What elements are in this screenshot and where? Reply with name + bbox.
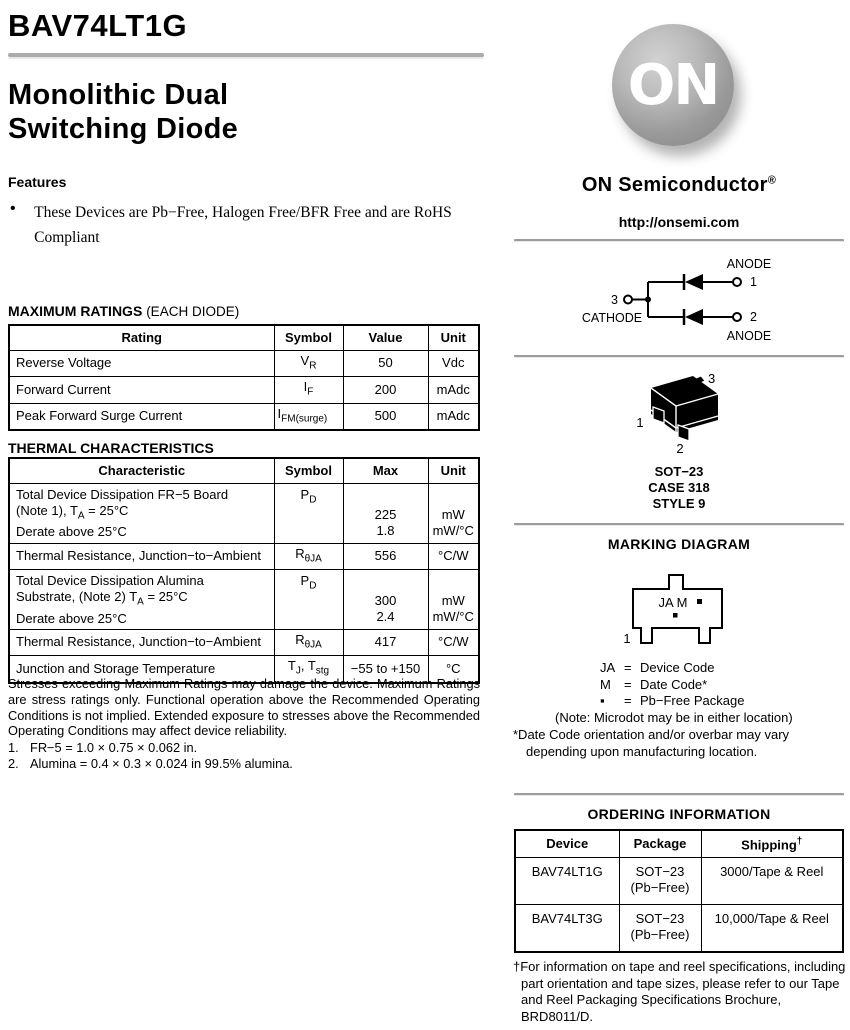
section-divider [514, 793, 844, 796]
table-row [9, 403, 479, 430]
package-name: SOT−23 [654, 464, 704, 479]
note-item-1: 1. FR−5 = 1.0 × 0.75 × 0.062 in. [8, 740, 198, 756]
pbfree-dot [697, 599, 702, 604]
cell-value: 50 [343, 350, 428, 377]
marking-tab-bottom-right [699, 628, 710, 643]
page-title [8, 78, 238, 146]
cell-unit: mW mW/°C [428, 570, 479, 630]
table-row [515, 904, 843, 952]
col-header-package: Package [619, 830, 701, 857]
package-style: STYLE 9 [652, 496, 706, 511]
marking-tab-top [669, 575, 683, 589]
marking-legend [513, 660, 845, 760]
feature-text: These Devices are Pb−Free, Halogen Free/BFR Free and are RoHS Compliant [34, 204, 452, 246]
max-ratings-heading-suffix: (EACH DIODE) [146, 304, 240, 319]
marking-tab-bottom-left [641, 628, 652, 643]
cell-max: 417 [343, 629, 428, 656]
col-header-unit: Unit [428, 458, 479, 483]
col-header-value: Value [343, 325, 428, 350]
table-row [9, 629, 479, 656]
cell-rating: Forward Current [9, 377, 274, 404]
section-divider [514, 239, 844, 242]
col-header-symbol: Symbol [274, 325, 343, 350]
col-header-rating: Rating [9, 325, 274, 350]
cell-unit: mW mW/°C [428, 483, 479, 543]
features-heading: Features [8, 174, 67, 190]
diode-symbol-bottom [684, 309, 703, 325]
dual-diode-schematic [513, 252, 845, 352]
table-header-row [9, 458, 479, 483]
thermal-heading: THERMAL CHARACTERISTICS [8, 440, 214, 456]
date-code-note: *Date Code orientation and/or overbar may vary depending upon manufacturing location. [513, 727, 790, 759]
cell-max: 556 [343, 543, 428, 570]
table-row [9, 570, 479, 630]
cell-device: BAV74LT3G [515, 904, 619, 952]
package-caption [513, 464, 845, 512]
feature-item [10, 200, 486, 250]
anode1-terminal [733, 278, 741, 286]
cell-symbol: $I_{FM(surge)}$ [274, 403, 343, 430]
anode-top-label: ANODE [726, 257, 772, 271]
cell-rating: Reverse Voltage [9, 350, 274, 377]
cell-max: −55 to +150 [343, 656, 428, 683]
cell-symbol: $R_{\theta JA}$ [274, 543, 343, 570]
cell-symbol: $R_{\theta JA}$ [274, 629, 343, 656]
cell-rating: Peak Forward Surge Current [9, 403, 274, 430]
cell-shipping: 3000/Tape & Reel [701, 857, 843, 904]
cell-symbol: $P_D$ [274, 483, 343, 543]
cell-package: SOT−23 (Pb−Free) [619, 857, 701, 904]
table-row [9, 483, 479, 543]
section-divider [514, 523, 844, 526]
page-title-line1: Monolithic Dual [8, 79, 229, 111]
cell-unit: mAdc [428, 377, 479, 404]
cell-symbol: $V_R$ [274, 350, 343, 377]
registered-mark: ® [767, 174, 777, 187]
marking-diagram-heading: MARKING DIAGRAM [607, 536, 751, 552]
max-ratings-table [8, 324, 480, 431]
cell-characteristic: Thermal Resistance, Junction−to−Ambient [9, 543, 274, 570]
cell-symbol: $I_F$ [274, 377, 343, 404]
table-row [515, 857, 843, 904]
cell-unit: mAdc [428, 403, 479, 430]
bullet-icon: • [10, 200, 16, 217]
cell-value: 200 [343, 377, 428, 404]
sot23-package-drawing [590, 367, 760, 467]
cell-characteristic: Junction and Storage Temperature [9, 656, 274, 683]
cell-symbol: $P_D$ [274, 570, 343, 630]
cell-device: BAV74LT1G [515, 857, 619, 904]
pin3-label: 3 [708, 371, 716, 386]
table-header-row [9, 325, 479, 350]
col-header-shipping: Shipping† [701, 830, 843, 857]
cell-characteristic: Total Device Dissipation Alumina Substrate, (Note 2) $T_A = 25^\circ C$ Derate above 25°C [9, 570, 274, 630]
cathode-label: CATHODE [581, 311, 643, 325]
table-row [9, 543, 479, 570]
title-divider [8, 53, 484, 57]
cell-symbol: $T_J$, $T_{stg}$ [274, 656, 343, 683]
pin1-label: 1 [636, 415, 644, 430]
stress-note-paragraph: Stresses exceeding Maximum Ratings may damage the device. Maximum Ratings are stress ratings only. Functional operation above the Recommended Operating Conditions is not implied. Extended exposure to stresses above the Recommended Operating Conditions may affect device reliability. [8, 676, 480, 739]
cell-max: 225 1.8 [343, 483, 428, 543]
pin2-label: 2 [676, 441, 684, 456]
pin3-label: 3 [611, 293, 618, 307]
logo-on-text: ON [627, 52, 719, 118]
stress-notes [8, 676, 480, 772]
cell-shipping: 10,000/Tape & Reel [701, 904, 843, 952]
microdot-note: (Note: Microdot may be in either location) [555, 709, 793, 725]
note-item-2: 2. Alumina = 0.4 × 0.3 × 0.024 in 99.5% alumina. [8, 755, 293, 771]
anode-bottom-label: ANODE [726, 329, 772, 343]
pin2-label: 2 [750, 310, 757, 324]
legend-row: M = Date Code* [600, 676, 708, 692]
col-header-unit: Unit [428, 325, 479, 350]
cell-unit: °C [428, 656, 479, 683]
col-header-symbol: Symbol [274, 458, 343, 483]
cell-unit: °C/W [428, 543, 479, 570]
cathode-terminal [624, 296, 632, 304]
cell-characteristic: Total Device Dissipation FR−5 Board (Note 1), $T_A = 25^\circ C$ Derate above 25°C [9, 483, 274, 543]
cell-characteristic: Thermal Resistance, Junction−to−Ambient [9, 629, 274, 656]
brand-url-link[interactable]: http://onsemi.com [618, 214, 740, 230]
max-ratings-heading [8, 303, 239, 319]
thermal-table [8, 457, 480, 684]
cell-value: 500 [343, 403, 428, 430]
cell-unit: °C/W [428, 629, 479, 656]
table-header-row [515, 830, 843, 857]
tape-reel-footnote: †For information on tape and reel specifications, including part orientation and tape sizes, please refer to our Tape and Reel Packaging Specifications Brochure, BRD8011/D. [513, 959, 846, 1024]
page-title-line2: Switching Diode [8, 113, 239, 145]
cell-max: 300 2.4 [343, 570, 428, 630]
col-header-characteristic: Characteristic [9, 458, 274, 483]
package-case: CASE 318 [648, 480, 710, 495]
pin1-label: 1 [750, 275, 757, 289]
legend-row: JA = Device Code [600, 660, 715, 675]
diode-symbol-top [684, 274, 703, 290]
table-row [9, 377, 479, 404]
on-semiconductor-logo-icon [612, 24, 734, 146]
microdot [673, 613, 678, 618]
brand-name: ON Semiconductor® [581, 174, 777, 196]
marking-diagram [513, 558, 845, 648]
cell-package: SOT−23 (Pb−Free) [619, 904, 701, 952]
section-divider [514, 355, 844, 358]
ordering-table [514, 829, 844, 953]
max-ratings-heading-bold: MAXIMUM RATINGS [8, 303, 143, 319]
left-column [8, 0, 480, 1030]
junction-dot [645, 297, 651, 303]
anode2-terminal [733, 313, 741, 321]
pin1-indicator: 1 [623, 631, 631, 646]
col-header-device: Device [515, 830, 619, 857]
right-column [513, 0, 845, 1030]
device-date-code: JA M [658, 595, 688, 610]
part-number-title: BAV74LT1G [8, 8, 188, 43]
ordering-heading: ORDERING INFORMATION [587, 806, 771, 822]
col-header-max: Max [343, 458, 428, 483]
cell-unit: Vdc [428, 350, 479, 377]
legend-row: ▪ = Pb−Free Package [600, 693, 745, 708]
table-row [9, 350, 479, 377]
